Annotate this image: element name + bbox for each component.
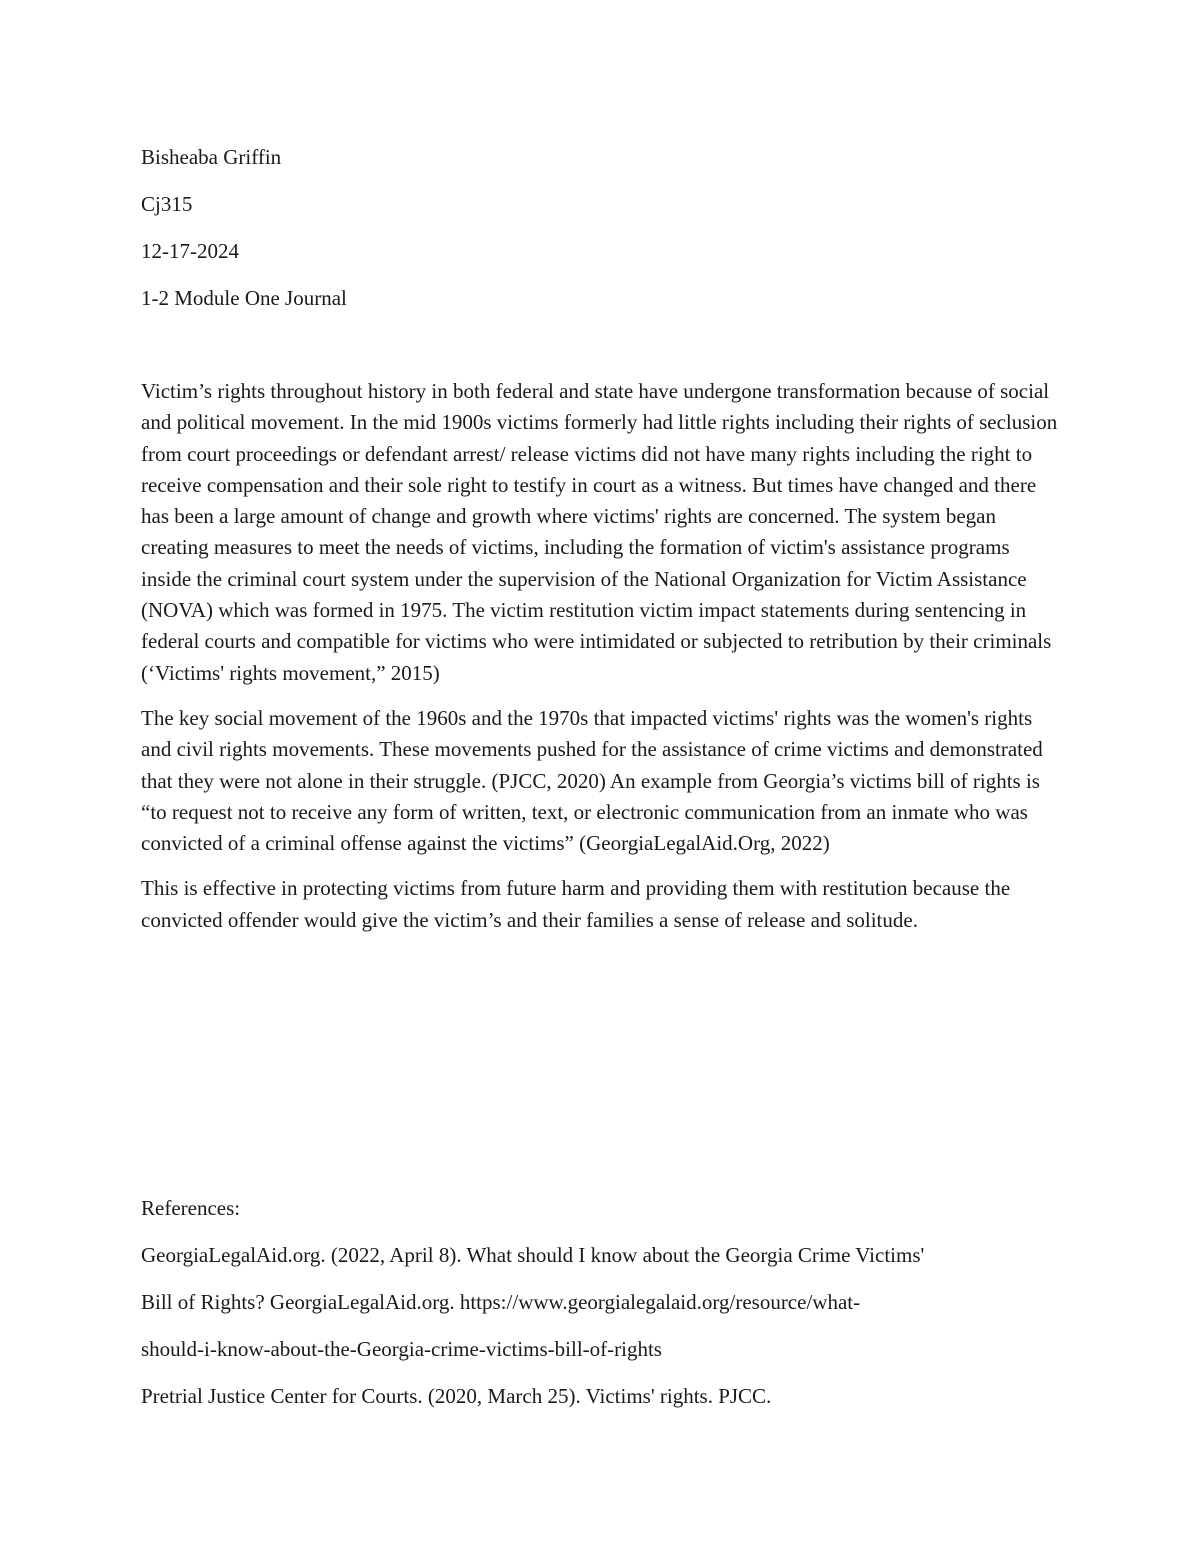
paragraph-2: The key social movement of the 1960s and the 1970s that impacted victims' rights was the women's rights and civil rights movements. These movements pushed for the assistance of crime victims and demonstrated that they were not alone in their struggle. (PJCC, 2020) An example from Georgia’s victims bill of rights is “to request not to receive any form of written, text, or electronic communication from an inmate who was convicted of a criminal offense against the victims” (GeorgiaLegalAid.Org, 2022) — [141, 705, 1043, 856]
reference-line-3: should-i-know-about-the-Georgia-crime-victims-bill-of-rights — [141, 1337, 662, 1361]
author-name: Bisheaba Griffin — [141, 145, 282, 169]
paragraph-3: This is effective in protecting victims from future harm and providing them with restitution because the convicted offender would give the victim’s and their families a sense of release and solitude. — [141, 876, 1011, 932]
date: 12-17-2024 — [141, 239, 239, 263]
course-code: Cj315 — [141, 192, 193, 216]
reference-line-4: Pretrial Justice Center for Courts. (2020, March 25). Victims' rights. PJCC. — [141, 1384, 772, 1408]
reference-line-1: GeorgiaLegalAid.org. (2022, April 8). What should I know about the Georgia Crime Victims' — [141, 1243, 925, 1267]
references-heading: References: — [141, 1196, 241, 1220]
reference-line-2: Bill of Rights? GeorgiaLegalAid.org. https://www.georgialegalaid.org/resource/what- — [141, 1290, 861, 1314]
paragraph-1: Victim’s rights throughout history in both federal and state have undergone transformation because of social and political movement. In the mid 1900s victims formerly had little rights including their rights of seclusion from court proceedings or defendant arrest/ release victims did not have many rights including the right to receive compensation and their sole right to testify in court as a witness. But times have changed and there has been a large amount of change and growth where victims' rights are concerned. The system began creating measures to meet the needs of victims, including the formation of victim's assistance programs inside the criminal court system under the supervision of the National Organization for Victim Assistance (NOVA) which was formed in 1975. The victim restitution victim impact statements during sentencing in federal courts and compatible for victims who were intimidated or subjected to retribution by their criminals (‘Victims' rights movement,” 2015) — [141, 379, 1058, 685]
references-section — [141, 1194, 1061, 1429]
body-text — [141, 376, 1061, 950]
document-title: 1-2 Module One Journal — [141, 286, 347, 310]
